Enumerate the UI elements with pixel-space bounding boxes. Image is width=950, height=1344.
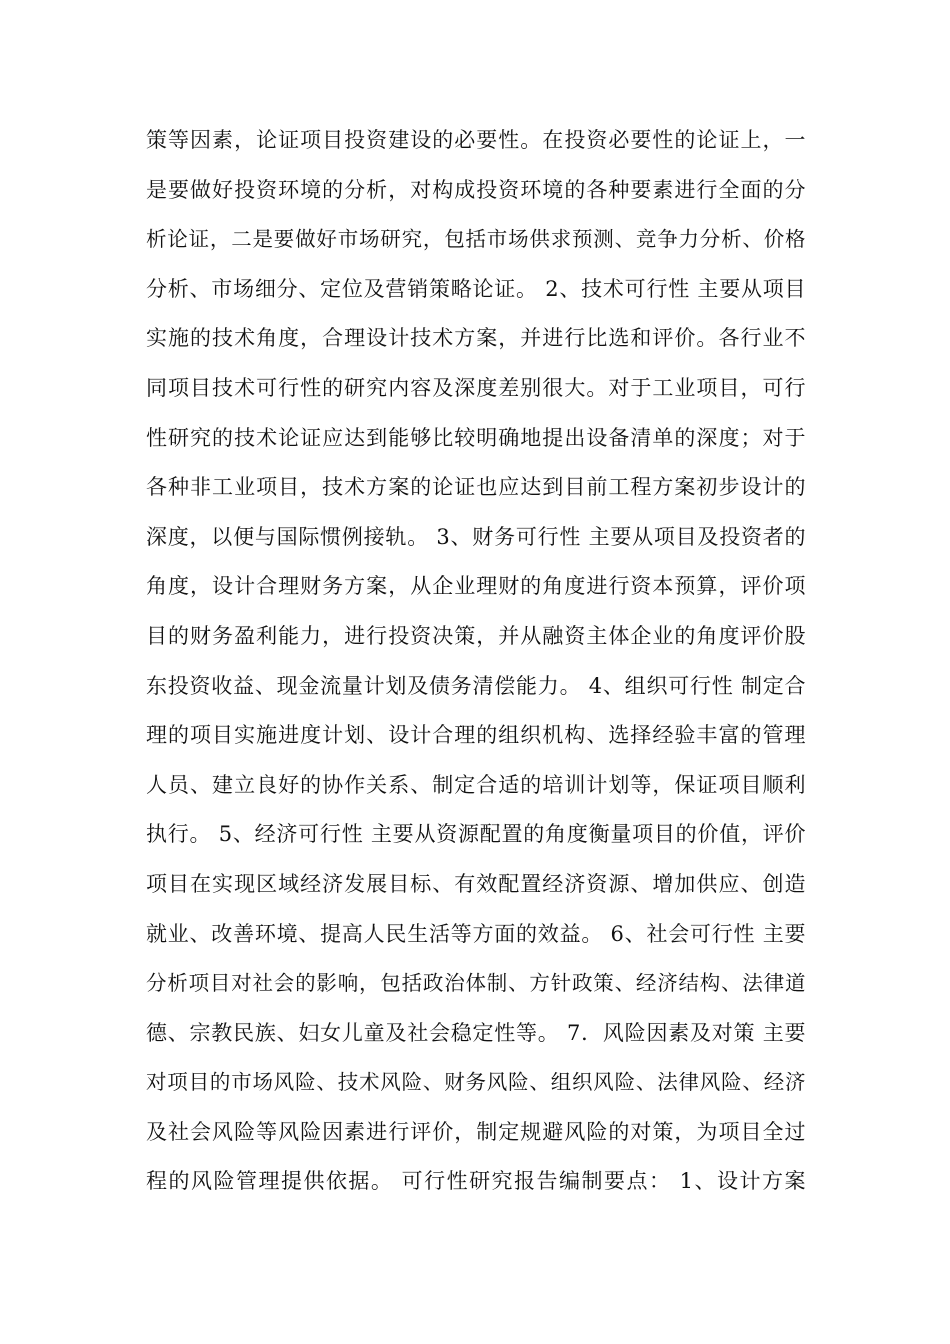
text-line: 分析项目对社会的影响，包括政治体制、方针政策、经济结构、法律道 (146, 971, 806, 996)
text-line: 各种非工业项目，技术方案的论证也应达到目前工程方案初步设计的 (146, 475, 806, 500)
text-line: 德、宗教民族、妇女儿童及社会稳定性等。 7．风险因素及对策 主要 (146, 1020, 806, 1045)
text-line: 策等因素，论证项目投资建设的必要性。在投资必要性的论证上，一 (146, 128, 806, 152)
text-line: 及社会风险等风险因素进行评价，制定规避风险的对策，为项目全过 (146, 1119, 806, 1144)
text-line: 执行。 5、经济可行性 主要从资源配置的角度衡量项目的价值，评价 (146, 822, 806, 847)
text-line: 理的项目实施进度计划、设计合理的组织机构、选择经验丰富的管理 (146, 723, 806, 748)
text-line: 同项目技术可行性的研究内容及深度差别很大。对于工业项目，可行 (146, 375, 806, 400)
text-line: 深度，以便与国际惯例接轨。 3、财务可行性 主要从项目及投资者的 (146, 524, 806, 549)
text-line: 东投资收益、现金流量计划及债务清偿能力。 4、组织可行性 制定合 (146, 673, 806, 698)
text-line: 实施的技术角度，合理设计技术方案，并进行比选和评价。各行业不 (146, 326, 806, 351)
text-line: 析论证，二是要做好市场研究，包括市场供求预测、竞争力分析、价格 (146, 227, 806, 252)
text-line: 分析、市场细分、定位及营销策略论证。 2、技术可行性 主要从项目 (146, 276, 806, 301)
text-line: 就业、改善环境、提高人民生活等方面的效益。 6、社会可行性 主要 (146, 921, 806, 946)
text-line: 目的财务盈利能力，进行投资决策，并从融资主体企业的角度评价股 (146, 623, 806, 648)
text-line: 项目在实现区域经济发展目标、有效配置经济资源、增加供应、创造 (146, 871, 806, 896)
text-line: 性研究的技术论证应达到能够比较明确地提出设备清单的深度；对于 (146, 425, 806, 450)
text-line: 程的风险管理提供依据。 可行性研究报告编制要点： 1、设计方案 (146, 1169, 806, 1194)
body-text (146, 116, 806, 1207)
text-line: 对项目的市场风险、技术风险、财务风险、组织风险、法律风险、经济 (146, 1070, 806, 1095)
text-line: 人员、建立良好的协作关系、制定合适的培训计划等，保证项目顺利 (146, 772, 806, 797)
text-line: 是要做好投资环境的分析，对构成投资环境的各种要素进行全面的分 (146, 177, 806, 202)
text-line: 角度，设计合理财务方案，从企业理财的角度进行资本预算，评价项 (146, 574, 806, 599)
